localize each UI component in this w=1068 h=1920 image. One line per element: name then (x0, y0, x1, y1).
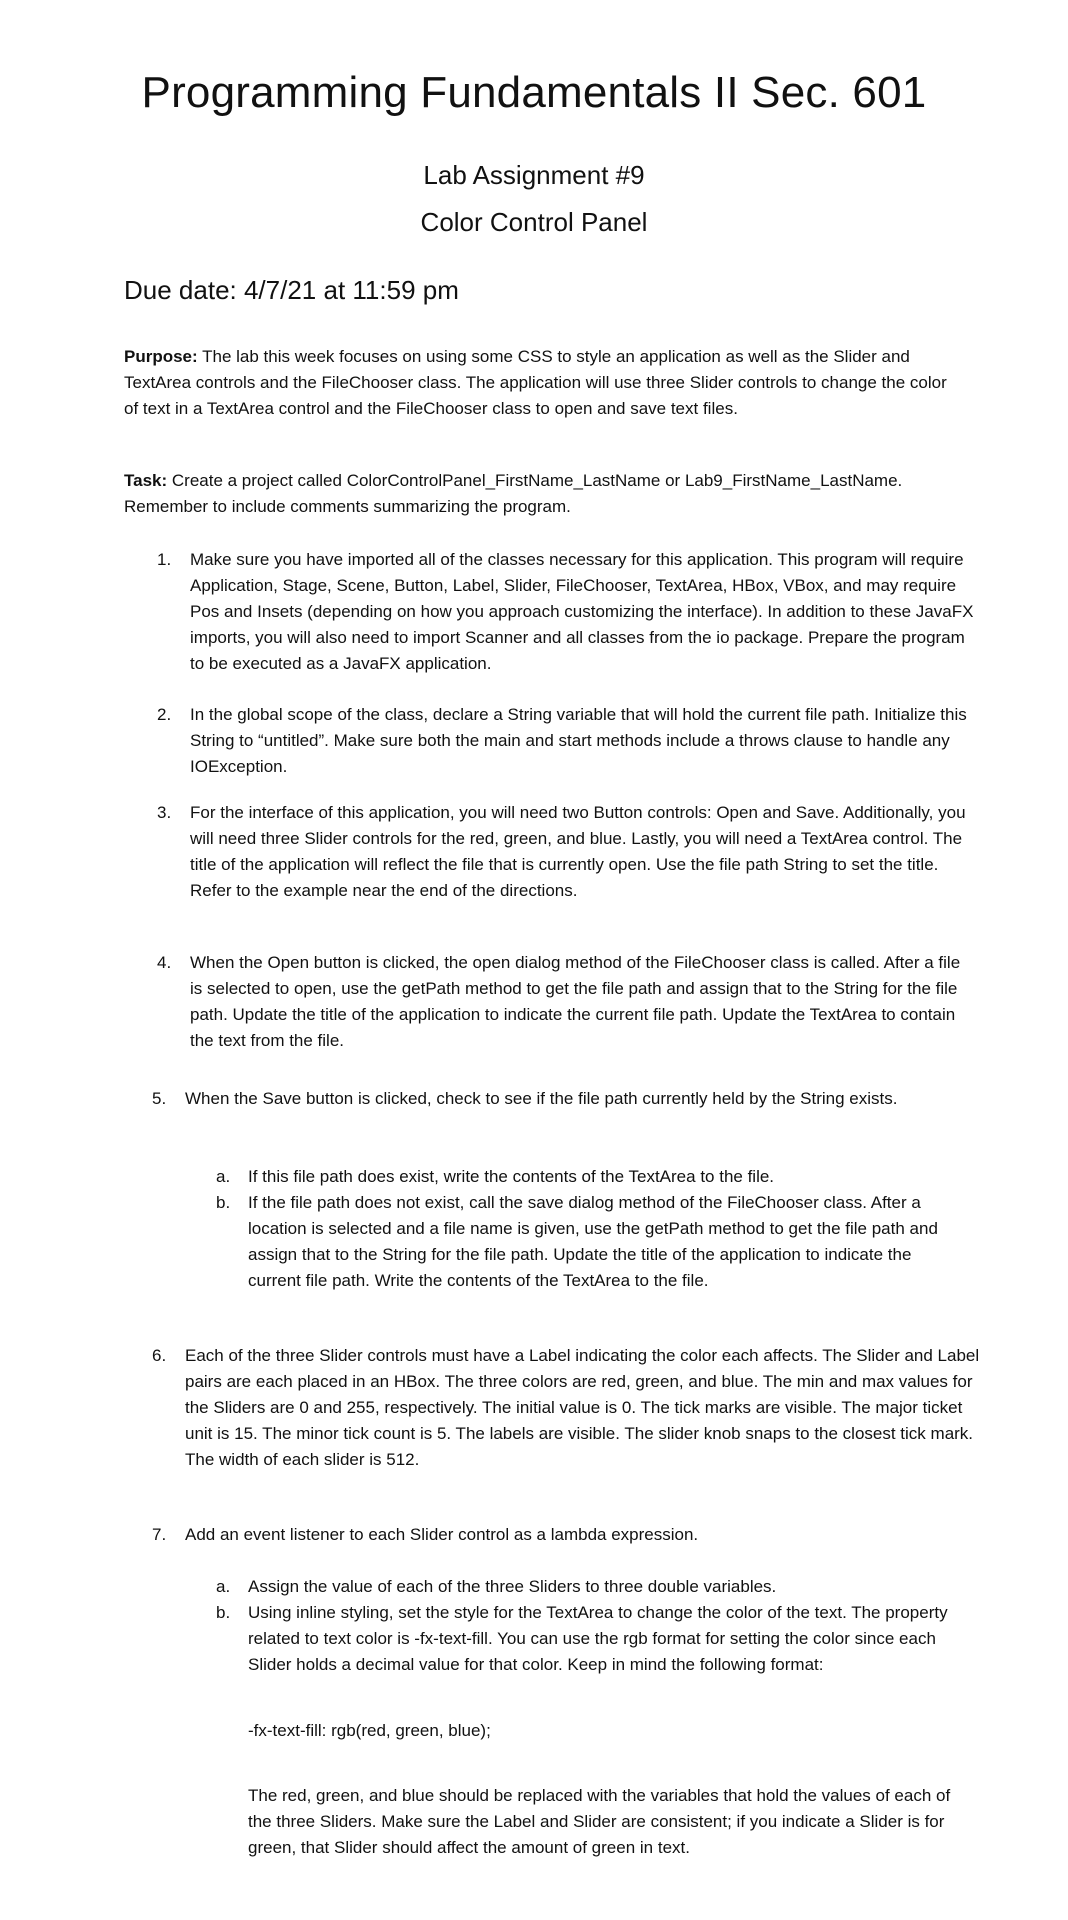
purpose-label: Purpose: (124, 347, 198, 366)
list-item-text: For the interface of this application, you will need two Button controls: Open and Save. Additionally, you will need three Slider controls for the red, green, and blue. Lastly, you will need a TextArea control. The title of the application will reflect the file that is currently open. Use the file path String to set the title. Refer to the example near the end of the directions. (190, 803, 966, 900)
list-item-number: 7. (152, 1525, 167, 1544)
list-subitem-text: If the file path does not exist, call the save dialog method of the FileChooser class. After a location is selected and a file name is given, use the getPath method to get the file path and assign that to the String for the file path. Update the title of the application to indicate the current file path. Write the contents of the TextArea to the file. (248, 1193, 938, 1290)
list-item-text: Add an event listener to each Slider control as a lambda expression. (185, 1525, 699, 1544)
list-subitem-letter: b. (216, 1603, 231, 1622)
list-item-number: 3. (157, 803, 172, 822)
list-subitem-letter: a. (216, 1167, 231, 1186)
list-item-number: 4. (157, 953, 172, 972)
list-item-text: When the Save button is clicked, check to see if the file path currently held by the String exists. (185, 1089, 898, 1108)
due-date: Due date: 4/7/21 at 11:59 pm (124, 275, 459, 305)
list-subitem-text: Using inline styling, set the style for the TextArea to change the color of the text. The property related to text color is -fx-text-fill. You can use the rgb format for setting the color since each Slider holds a decimal value for that color. Keep in mind the following format: (248, 1603, 948, 1674)
purpose-paragraph (124, 344, 954, 422)
list-item-text: Each of the three Slider controls must have a Label indicating the color each affects. The Slider and Label pairs are each placed in an HBox. The three colors are red, green, and blue. The min and max values for the Sliders are 0 and 255, respectively. The initial value is 0. The tick marks are visible. The major ticket unit is 15. The minor tick count is 5. The labels are visible. The slider knob snaps to the closest tick mark. The width of each slider is 512. (185, 1346, 980, 1469)
list-subitem-text: If this file path does exist, write the contents of the TextArea to the file. (248, 1167, 775, 1186)
task-text: Create a project called ColorControlPanel_FirstName_LastName or Lab9_FirstName_LastName. Remember to include comments summarizing the program. (124, 471, 903, 516)
list-item-number: 5. (152, 1089, 167, 1108)
lab-number: Lab Assignment #9 (423, 160, 645, 190)
list-item-text: In the global scope of the class, declare a String variable that will hold the current file path. Initialize this String to “untitled”. Make sure both the main and start methods include a throws clause to handle any IOException. (190, 705, 967, 776)
css-format-example: -fx-text-fill: rgb(red, green, blue); (248, 1721, 491, 1740)
list-item-number: 2. (157, 705, 172, 724)
list-subitem-letter: a. (216, 1577, 231, 1596)
purpose-text: The lab this week focuses on using some CSS to style an application as well as the Slider and TextArea controls and the FileChooser class. The application will use three Slider controls to change the color of text in a TextArea control and the FileChooser class to open and save text files. (124, 347, 947, 418)
course-title: Programming Fundamentals II Sec. 601 (141, 68, 927, 117)
lab-title: Color Control Panel (420, 207, 648, 237)
task-label: Task: (124, 471, 168, 490)
list-subitem-text: Assign the value of each of the three Sliders to three double variables. (248, 1577, 777, 1596)
list-subitem-letter: b. (216, 1193, 231, 1212)
list-item-text: Make sure you have imported all of the classes necessary for this application. This program will require Application, Stage, Scene, Button, Label, Slider, FileChooser, TextArea, HBox, VBox, and may require Pos and Insets (depending on how you approach customizing the interface). In addition to these JavaFX imports, you will also need to import Scanner and all classes from the io package. Prepare the program to be executed as a JavaFX application. (190, 550, 974, 673)
format-note: The red, green, and blue should be replaced with the variables that hold the values of each of the three Sliders. Make sure the Label and Slider are consistent; if you indicate a Slider is for green, that Slider should affect the amount of green in text. (248, 1786, 951, 1857)
list-item-number: 6. (152, 1346, 167, 1365)
task-paragraph (124, 468, 954, 520)
list-item-number: 1. (157, 550, 172, 569)
list-item-text: When the Open button is clicked, the open dialog method of the FileChooser class is called. After a file is selected to open, use the getPath method to get the file path and assign that to the String for the file path. Update the title of the application to indicate the current file path. Update the TextArea to contain the text from the file. (190, 953, 961, 1050)
